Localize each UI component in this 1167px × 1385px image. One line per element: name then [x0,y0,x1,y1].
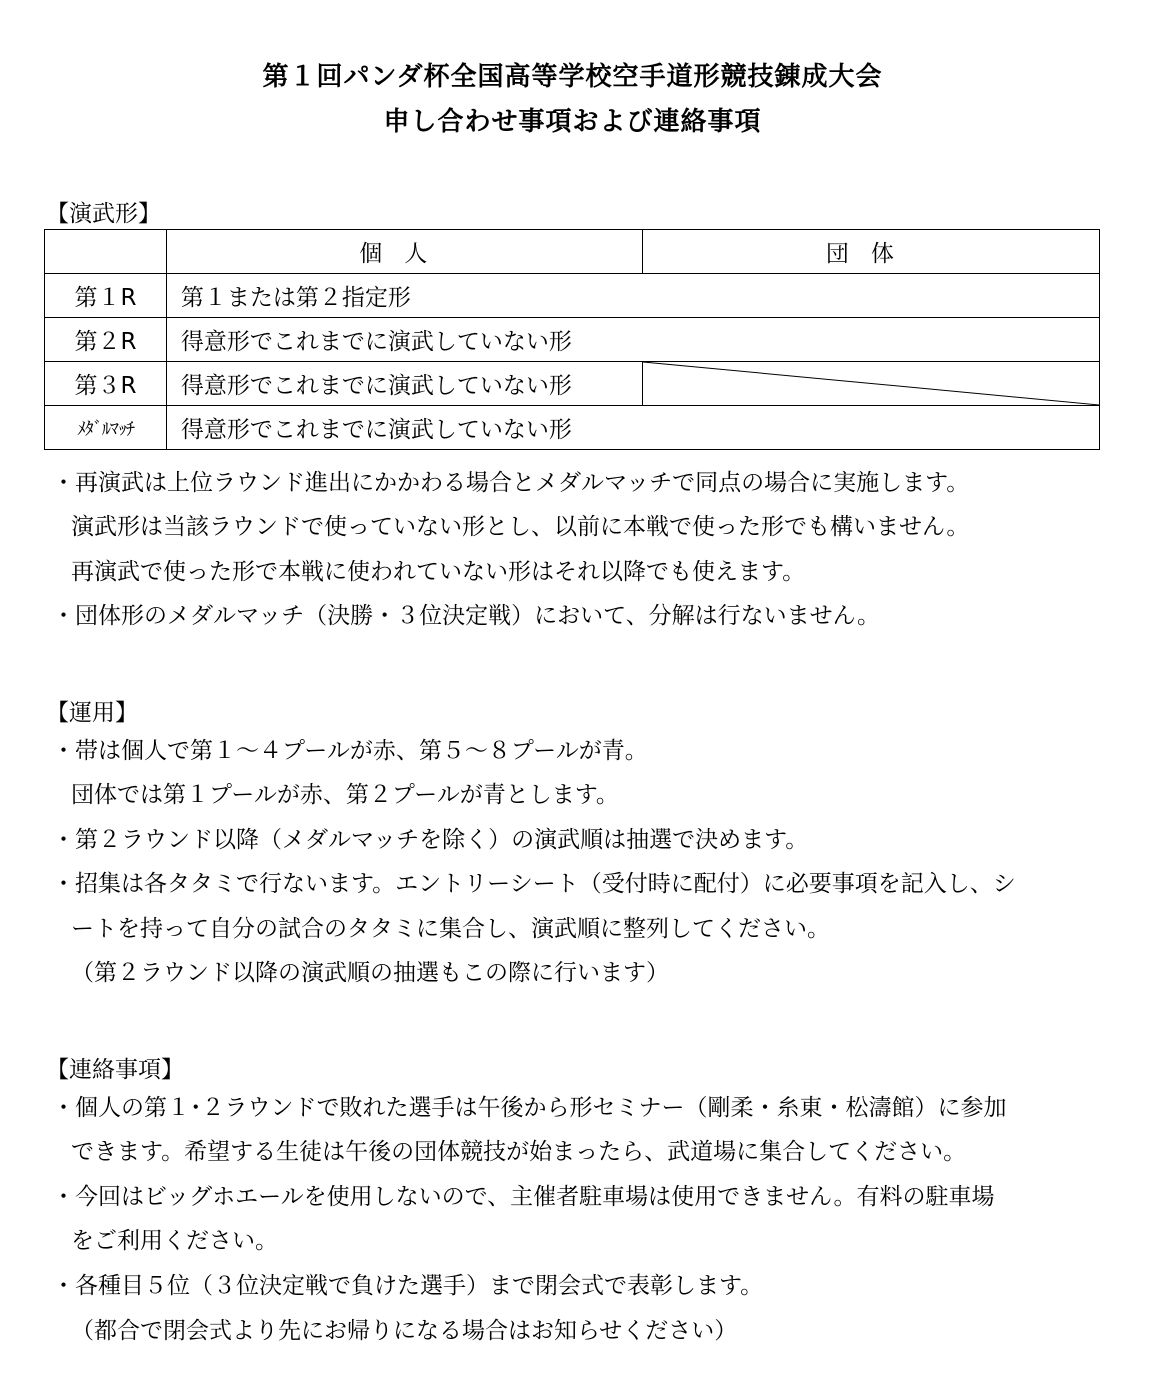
round-label: 第２R [45,318,167,362]
table-row [45,406,1100,450]
table-header-row [45,230,1100,274]
text-line: できます。希望する生徒は午後の団体競技が始まったら、武道場に集合してください。 [71,1139,967,1165]
text-line: ートを持って自分の試合のタタミに集合し、演武順に整列してください。 [71,916,830,942]
round-label: 第３R [45,362,167,406]
kata-description: 第１または第２指定形 [166,274,1099,318]
table-corner-cell [45,230,167,274]
note-line: ・団体形のメダルマッチ（決勝・３位決定戦）において、分解は行ないません。 [52,603,880,629]
section-heading-kata: 【演武形】 [46,201,161,227]
section-heading-notices: 【連絡事項】 [46,1057,184,1083]
text-line: ・招集は各タタミで行ないます。エントリーシート（受付時に配付）に必要事項を記入し、シ [52,871,1016,897]
text-line: （都合で閉会式より先にお帰りになる場合はお知らせください） [71,1318,738,1344]
table-row [45,318,1100,362]
text-line: 団体では第１プールが赤、第２プールが青とします。 [71,782,619,808]
text-line: ・帯は個人で第１～４プールが赤、第５～８プールが青。 [52,738,648,764]
document-title: 第１回パンダ杯全国高等学校空手道形競技錬成大会 [262,62,883,92]
section-heading-operation: 【運用】 [46,700,138,726]
kata-description: 得意形でこれまでに演武していない形 [166,318,1099,362]
note-line: 再演武で使った形で本戦に使われていない形はそれ以降でも使えます。 [71,559,806,585]
text-line: をご利用ください。 [71,1228,278,1254]
table-row [45,274,1100,318]
kata-description: 得意形でこれまでに演武していない形 [166,362,642,406]
text-line: ・個人の第１･２ラウンドで敗れた選手は午後から形セミナー（剛柔・糸東・松濤館）に参加 [52,1095,1007,1121]
document-subtitle: 申し合わせ事項および連絡事項 [383,107,762,137]
text-line: ・今回はビッグホエールを使用しないので、主催者駐車場は使用できません。有料の駐車場 [52,1184,995,1210]
text-line: ・第２ラウンド以降（メダルマッチを除く）の演武順は抽選で決めます。 [52,827,809,853]
kata-table [44,229,1100,450]
round-label: ﾒﾀﾞﾙﾏｯﾁ [45,406,167,450]
column-header-team: 団体 [642,230,1099,274]
text-line: （第２ラウンド以降の演武順の抽選もこの際に行います） [71,960,669,986]
note-line: 演武形は当該ラウンドで使っていない形とし、以前に本戦で使った形でも構いません。 [71,514,970,540]
text-line: ・各種目５位（３位決定戦で負けた選手）まで閉会式で表彰します。 [52,1273,764,1299]
note-line: ・再演武は上位ラウンド進出にかかわる場合とメダルマッチで同点の場合に実施します。 [52,470,970,496]
round-label: 第１R [45,274,167,318]
diagonal-strike-line [643,362,1099,405]
not-applicable-cell [642,362,1099,406]
table-row [45,362,1100,406]
kata-description: 得意形でこれまでに演武していない形 [166,406,1099,450]
column-header-individual: 個人 [166,230,642,274]
